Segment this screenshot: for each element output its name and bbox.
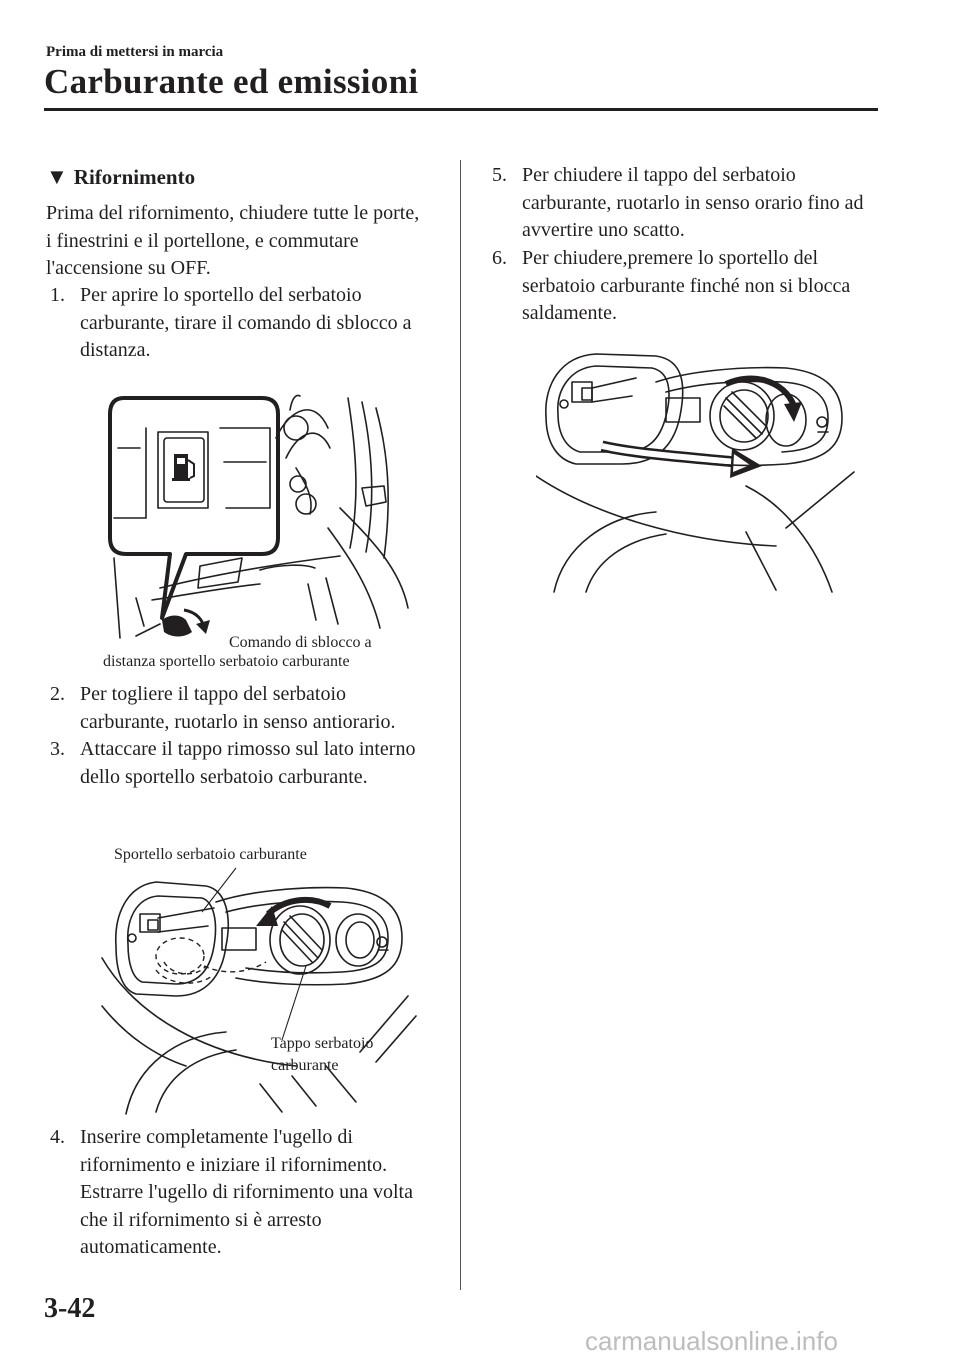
step-6: 6. Per chiudere,premere lo sportello del serbatoio carburante finché non si blocca saldamente. <box>492 247 851 324</box>
step-2: 2. Per togliere il tappo del serbatoio carburante, ruotarlo in senso antiorario. <box>50 683 396 733</box>
fuel-door-label: Sportello serbatoio carburante <box>114 846 307 863</box>
title-rule <box>44 108 878 111</box>
step-4: 4. Inserire completamente l'ugello di rifornimento e iniziare il rifornimento. Estrarre l'ugello di rifornimento una volta che il rifornimento si è arresto automaticamente. <box>50 1126 413 1258</box>
section-heading-text: Rifornimento <box>73 165 196 189</box>
step-1: 1. Per aprire lo sportello del serbatoio carburante, tirare il comando di sblocco a distanza. <box>50 284 412 361</box>
fuel-cap-label-line2: carburante <box>271 1057 339 1074</box>
intro-paragraph: Prima del rifornimento, chiudere tutte le porte, i finestrini e il portellone, e commutare l'accensione su OFF. <box>46 202 420 279</box>
breadcrumb: Prima di mettersi in marcia <box>46 44 224 60</box>
fuel-door-closing-illustration <box>536 346 860 596</box>
step-3: 3. Attaccare il tappo rimosso sul lato interno dello sportello serbatoio carburante. <box>50 738 416 788</box>
column-divider <box>460 160 461 1290</box>
release-lever-caption-line1: Comando di sblocco a <box>229 634 372 651</box>
step-5: 5. Per chiudere il tappo del serbatoio carburante, ruotarlo in senso orario fino ad avvertire uno scatto. <box>492 164 864 241</box>
fuel-cap-label-line1: Tappo serbatoio <box>271 1035 374 1052</box>
release-lever-illustration <box>100 388 410 650</box>
release-lever-caption-line2: distanza sportello serbatoio carburante <box>103 653 350 670</box>
page-number: 3-42 <box>44 1293 96 1324</box>
watermark: carmanualsonline.info <box>585 1326 838 1356</box>
section-heading <box>46 164 195 190</box>
page-title: Carburante ed emissioni <box>44 62 419 101</box>
fuel-door-cap-illustration <box>96 866 420 1116</box>
triangle-marker-icon: ▼ <box>46 164 68 189</box>
